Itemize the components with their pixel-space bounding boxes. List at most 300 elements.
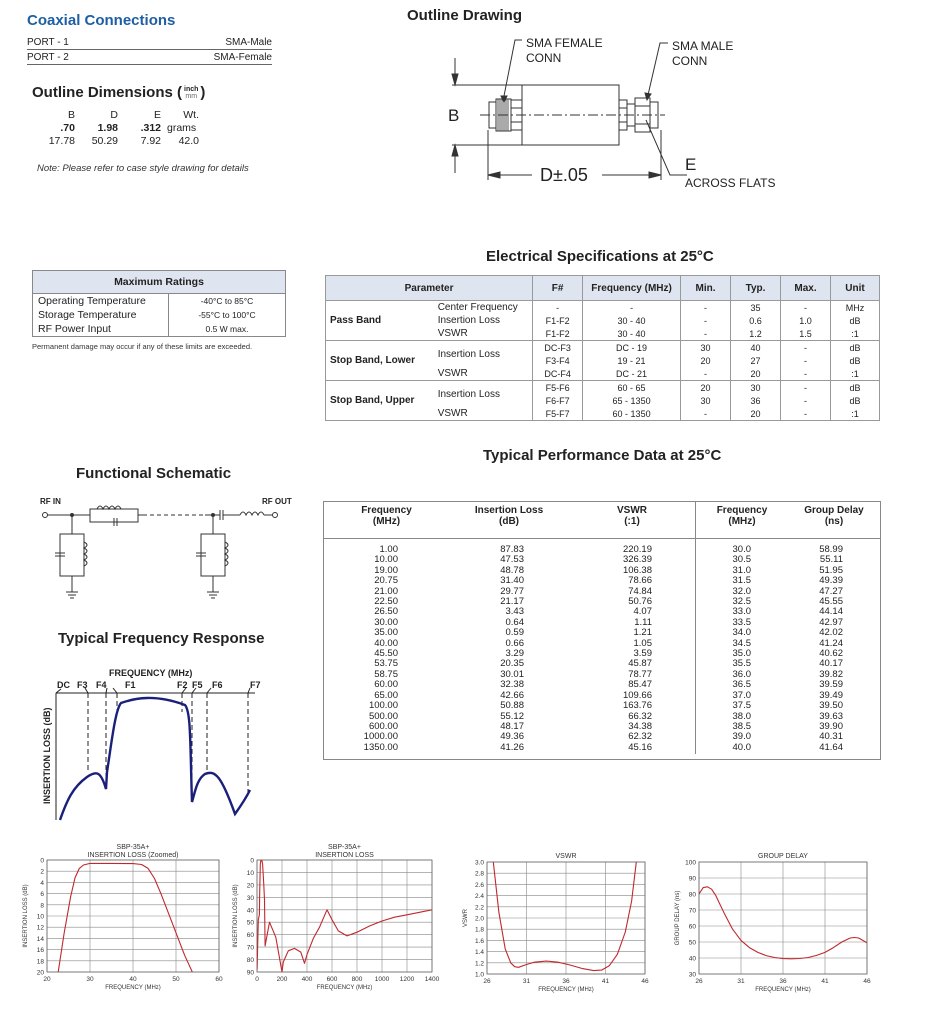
perf-cell: 42.02: [819, 627, 843, 639]
perf-cell: 34.0: [732, 627, 751, 639]
spec-cell: -: [583, 301, 681, 315]
perf-cell: 36.5: [732, 679, 751, 691]
perf-cell: 55.11: [819, 554, 843, 566]
perf-cell: 48.17: [500, 720, 524, 732]
outline-drawing: [440, 30, 800, 200]
port-type: SMA-Male: [225, 37, 272, 48]
spec-cell: 30 - 40: [583, 314, 681, 327]
spec-header: F#: [533, 276, 583, 301]
spec-cell: 0.6: [731, 314, 781, 327]
perf-header-unit: (MHz): [728, 516, 756, 527]
perf-cell: 48.78: [500, 564, 524, 576]
y-tick-label: 8: [40, 902, 44, 910]
perf-cell: 31.40: [500, 575, 524, 587]
y-tick-label: 50: [688, 939, 696, 947]
y-tick-label: 0: [250, 857, 254, 865]
perf-cell: 40.17: [819, 658, 843, 670]
x-tick-label: 800: [351, 976, 363, 983]
x-axis-label: FREQUENCY (MHz): [105, 985, 161, 991]
x-tick-label: 60: [215, 976, 223, 983]
spec-header: Frequency (MHz): [583, 276, 681, 301]
spec-cell: 20: [681, 381, 731, 395]
spec-cell: 19 - 21: [583, 354, 681, 367]
perf-cell: 37.5: [732, 700, 751, 712]
dim-header: Wt.: [183, 109, 199, 121]
spec-cell: dB: [830, 341, 879, 355]
y-tick-label: 1.2: [474, 960, 484, 968]
perf-table: [323, 501, 881, 760]
x-tick-label: 31: [737, 978, 745, 985]
perf-cell: 35.0: [732, 648, 751, 660]
y-tick-label: 3.0: [474, 859, 484, 867]
y-tick-label: 1.0: [474, 971, 484, 979]
spec-cell: -: [781, 367, 831, 381]
perf-cell: 1.05: [633, 637, 652, 649]
freq-response-title: Typical Frequency Response: [58, 630, 265, 647]
spec-cell: 20: [681, 354, 731, 367]
perf-cell: 38.0: [732, 710, 751, 722]
perf-cell: 4.07: [633, 606, 652, 618]
chart-title: SBP-35A+: [116, 844, 150, 851]
y-tick-label: 10: [246, 869, 254, 877]
dim-mm: 17.78: [48, 135, 75, 147]
perf-cell: 66.32: [628, 710, 652, 722]
functional-schematic: [35, 492, 305, 607]
spec-cell: DC-F3: [533, 341, 583, 355]
y-tick-label: 80: [688, 891, 696, 899]
perf-header-gd: [788, 502, 880, 538]
spec-param: VSWR: [437, 408, 468, 419]
y-tick-label: 20: [246, 882, 254, 890]
perf-cell: 33.5: [732, 616, 751, 628]
spec-header: Max.: [781, 276, 831, 301]
perf-cell: 31.5: [732, 575, 751, 587]
spec-cell: F5-F7: [533, 407, 583, 421]
y-tick-label: 30: [688, 971, 696, 979]
spec-cell: -: [781, 407, 831, 421]
perf-cell: 47.27: [819, 585, 843, 597]
freq-response-diagram: [35, 662, 275, 822]
spec-cell: 30: [681, 394, 731, 407]
perf-cell: 20.35: [500, 658, 524, 670]
x-tick-label: 46: [863, 978, 871, 985]
chart-title: GROUP DELAY: [758, 853, 808, 860]
marker-f6: F6: [212, 680, 223, 690]
spec-row: [326, 381, 880, 395]
spec-cell: :1: [830, 327, 879, 341]
spec-cell: 1.2: [731, 327, 781, 341]
perf-cell: 35.00: [374, 627, 398, 639]
y-tick-label: 12: [36, 924, 44, 932]
perf-cell: 1.00: [379, 544, 398, 555]
perf-cell: 39.82: [819, 668, 843, 680]
spec-header: Parameter: [326, 276, 533, 301]
perf-cell: 39.63: [819, 710, 843, 722]
freq-axis-label: FREQUENCY (MHz): [109, 668, 193, 678]
spec-cell: -: [781, 301, 831, 315]
x-tick-label: 1200: [399, 976, 415, 983]
x-tick-label: 36: [779, 978, 787, 985]
perf-cell: 26.50: [374, 606, 398, 618]
x-tick-label: 400: [301, 976, 313, 983]
chart-subtitle: INSERTION LOSS: [315, 852, 374, 859]
perf-cell: 85.47: [628, 679, 652, 691]
schematic-title: Functional Schematic: [76, 465, 232, 482]
perf-cell: 37.0: [732, 689, 751, 701]
rating-param: Storage Temperature: [33, 308, 169, 322]
x-tick-label: 1000: [374, 976, 390, 983]
y-tick-label: 6: [40, 891, 44, 899]
series-line: [257, 861, 432, 972]
perf-cell: 47.53: [500, 554, 524, 566]
spec-header: Unit: [830, 276, 879, 301]
perf-cell: 41.64: [819, 741, 843, 753]
perf-col-vswr: [524, 545, 652, 754]
spec-header-row: [326, 276, 880, 301]
dimensions-title: [32, 84, 205, 101]
x-tick-label: 26: [483, 978, 491, 985]
spec-cell: -: [681, 301, 731, 315]
x-tick-label: 0: [255, 976, 259, 983]
perf-cell: 100.00: [368, 700, 398, 712]
y-axis-label: GROUP DELAY (ns): [675, 890, 681, 946]
spec-cell: 27: [731, 354, 781, 367]
spec-cell: -: [533, 301, 583, 315]
perf-cell: 30.5: [732, 554, 751, 566]
spec-cell: 30: [731, 381, 781, 395]
perf-cell: 40.62: [819, 648, 843, 660]
perf-cell: 0.66: [505, 637, 524, 649]
spec-cell: 36: [731, 394, 781, 407]
spec-header: Min.: [681, 276, 731, 301]
chart-group-delay: [665, 842, 880, 1002]
y-tick-label: 90: [688, 875, 696, 883]
dim-mm: 7.92: [140, 135, 161, 147]
dim-mm: 50.29: [91, 135, 118, 147]
y-tick-label: 2.8: [474, 870, 484, 878]
il-axis-label: INSERTION LOSS (dB): [42, 707, 52, 804]
perf-cell: 39.0: [732, 731, 751, 743]
perf-divider: [652, 539, 696, 754]
y-tick-label: 2.2: [474, 904, 484, 912]
perf-cell: 42.97: [819, 616, 843, 628]
y-tick-label: 30: [246, 894, 254, 902]
dim-header: E: [153, 109, 161, 121]
spec-cell: F5-F6: [533, 381, 583, 395]
perf-cell: 41.26: [500, 741, 524, 753]
spec-cell: 65 - 1350: [583, 394, 681, 407]
marker-f2: F2: [177, 680, 188, 690]
perf-cell: 20.75: [374, 575, 398, 587]
perf-cell: 109.66: [622, 689, 652, 701]
y-tick-label: 0: [40, 857, 44, 865]
perf-header-text: Frequency: [361, 505, 412, 516]
spec-cell: dB: [830, 314, 879, 327]
perf-cell: 39.49: [819, 689, 843, 701]
perf-header-text: Frequency: [716, 505, 768, 516]
rf-in-label: RF IN: [40, 497, 61, 506]
chart-il-wide: [230, 842, 445, 1002]
perf-header-row: [324, 502, 880, 539]
spec-cell: dB: [830, 354, 879, 367]
spec-param: Insertion Loss: [436, 381, 533, 408]
perf-cell: 29.77: [500, 585, 524, 597]
x-tick-label: 31: [522, 978, 531, 985]
coax-row: [27, 50, 272, 65]
perf-header-unit: (:1): [624, 516, 640, 527]
spec-cell: 1.5: [781, 327, 831, 341]
perf-cell: 30.01: [500, 668, 524, 680]
spec-param: Center Frequency: [436, 301, 533, 315]
x-tick-label: 200: [276, 976, 288, 983]
x-tick-label: 50: [172, 976, 180, 983]
y-tick-label: 2.6: [474, 881, 484, 889]
spec-cell: 60 - 1350: [583, 407, 681, 421]
marker-f7: F7: [250, 680, 261, 690]
spec-cell: -: [781, 354, 831, 367]
y-tick-label: 20: [36, 969, 44, 977]
y-tick-label: 2.4: [474, 893, 484, 901]
y-tick-label: 50: [246, 919, 254, 927]
elec-spec-title: Electrical Specifications at 25°C: [486, 248, 714, 265]
x-tick-label: 40: [129, 976, 137, 983]
perf-cell: 32.5: [732, 596, 751, 608]
perf-col-gd: [751, 545, 843, 754]
max-ratings-title: Maximum Ratings: [33, 271, 285, 294]
x-axis-label: FREQUENCY (MHz): [316, 985, 373, 991]
perf-cell: 65.00: [374, 689, 398, 701]
perf-cell: 19.00: [374, 564, 398, 576]
label-b: B: [448, 106, 460, 125]
spec-cell: 30 - 40: [583, 327, 681, 341]
perf-cell: 30.00: [374, 616, 398, 628]
perf-cell: 87.83: [500, 544, 524, 555]
perf-cell: 3.29: [505, 648, 524, 660]
perf-header-il: [449, 502, 569, 538]
chart-title: SBP-35A+: [328, 844, 361, 851]
label-across-flats: ACROSS FLATS: [685, 176, 776, 190]
perf-cell: 220.19: [622, 544, 652, 555]
y-tick-label: 10: [36, 913, 44, 921]
perf-header-gd-freq: [696, 502, 788, 538]
spec-cell: :1: [830, 367, 879, 381]
perf-header-unit: (ns): [824, 516, 844, 527]
perf-cell: 39.50: [819, 700, 843, 712]
spec-group: Stop Band, Upper: [326, 381, 436, 421]
spec-cell: -: [781, 394, 831, 407]
perf-cell: 22.50: [374, 596, 398, 608]
perf-cell: 3.59: [633, 648, 652, 660]
perf-cell: 1350.00: [363, 741, 398, 753]
perf-cell: 0.64: [505, 616, 524, 628]
y-tick-label: 80: [246, 957, 254, 965]
series-line: [58, 863, 192, 972]
perf-cell: 1.21: [633, 627, 652, 639]
spec-cell: -: [681, 327, 731, 341]
perf-col-gd-freq: [696, 545, 751, 754]
spec-cell: F1-F2: [533, 314, 583, 327]
x-tick-label: 46: [641, 978, 649, 985]
spec-cell: DC - 21: [583, 367, 681, 381]
label-d: D±.05: [540, 165, 588, 185]
outline-drawing-title: Outline Drawing: [407, 7, 523, 24]
marker-f1: F1: [125, 680, 136, 690]
plot-frame: [257, 860, 432, 972]
marker-dc: DC: [57, 680, 70, 690]
spec-cell: -: [781, 381, 831, 395]
perf-header-unit: (MHz): [372, 516, 401, 527]
port-label: PORT - 2: [27, 52, 69, 63]
rf-out-label: RF OUT: [262, 497, 292, 506]
perf-cell: 55.12: [500, 710, 524, 722]
spec-cell: 20: [731, 407, 781, 421]
perf-cell: 39.90: [819, 720, 843, 732]
perf-cell: 21.00: [374, 585, 398, 597]
series-line: [493, 862, 636, 971]
perf-cell: 58.99: [819, 544, 843, 555]
port-label: PORT - 1: [27, 37, 69, 48]
y-tick-label: 4: [40, 879, 44, 887]
perf-header-unit: (dB): [499, 516, 519, 527]
port-type: SMA-Female: [213, 52, 272, 63]
rating-param: RF Power Input: [33, 322, 169, 336]
spec-cell: :1: [830, 407, 879, 421]
perf-cell: 44.14: [819, 606, 843, 618]
perf-cell: 106.38: [622, 564, 652, 576]
spec-cell: DC - 19: [583, 341, 681, 355]
dim-header: D: [110, 109, 118, 121]
perf-cell: 51.95: [819, 564, 843, 576]
perf-cell: 49.36: [500, 731, 524, 743]
elec-spec-table: [325, 275, 880, 421]
y-tick-label: 100: [685, 859, 696, 867]
spec-row: [326, 341, 880, 355]
perf-cell: 40.0: [732, 741, 751, 753]
perf-cell: 39.59: [819, 679, 843, 691]
perf-cell: 10.00: [374, 554, 398, 566]
x-tick-label: 30: [86, 976, 94, 983]
x-tick-label: 41: [821, 978, 829, 985]
perf-cell: 78.77: [628, 668, 652, 680]
spec-cell: F1-F2: [533, 327, 583, 341]
y-tick-label: 2.0: [474, 915, 484, 923]
spec-cell: DC-F4: [533, 367, 583, 381]
perf-cell: 34.38: [628, 720, 652, 732]
perf-cell: 45.55: [819, 596, 843, 608]
perf-header-text: Group Delay: [804, 505, 864, 516]
dimensions-title-text: Outline Dimensions (: [32, 84, 183, 101]
perf-header-vswr: [569, 502, 696, 538]
y-axis-label: INSERTION LOSS (dB): [233, 884, 239, 948]
spec-cell: -: [681, 367, 731, 381]
perf-cell: 40.00: [374, 637, 398, 649]
y-tick-label: 60: [246, 932, 254, 940]
chart-il-zoomed: [20, 842, 235, 1002]
perf-cell: 62.32: [628, 731, 652, 743]
x-tick-label: 41: [601, 978, 610, 985]
spec-cell: dB: [830, 394, 879, 407]
perf-cell: 58.75: [374, 668, 398, 680]
perf-cell: 78.66: [628, 575, 652, 587]
x-tick-label: 20: [43, 976, 51, 983]
perf-cell: 35.5: [732, 658, 751, 670]
spec-param: Insertion Loss: [436, 341, 533, 368]
dim-header: B: [67, 109, 75, 121]
unit-inch: inch: [184, 85, 199, 93]
perf-cell: 40.31: [819, 731, 843, 743]
spec-cell: 35: [731, 301, 781, 315]
spec-group: Stop Band, Lower: [326, 341, 436, 381]
x-axis-label: FREQUENCY (MHz): [755, 987, 811, 993]
perf-cell: 50.88: [500, 700, 524, 712]
perf-cell: 600.00: [368, 720, 398, 732]
y-tick-label: 18: [36, 958, 44, 966]
perf-cell: 31.0: [732, 564, 751, 576]
spec-cell: F3-F4: [533, 354, 583, 367]
y-tick-label: 1.6: [474, 937, 484, 945]
y-tick-label: 70: [688, 907, 696, 915]
spec-row: [326, 301, 880, 315]
spec-cell: dB: [830, 381, 879, 395]
spec-cell: 1.0: [781, 314, 831, 327]
max-ratings-body: [33, 294, 285, 336]
dimensions-grid: [45, 109, 199, 147]
perf-cell: 36.0: [732, 668, 751, 680]
max-ratings-note: Permanent damage may occur if any of these limits are exceeded.: [32, 342, 253, 351]
perf-cell: 163.76: [622, 700, 652, 712]
spec-header: Typ.: [731, 276, 781, 301]
perf-cell: 500.00: [368, 710, 398, 722]
y-tick-label: 14: [36, 935, 44, 943]
y-tick-label: 40: [688, 955, 696, 963]
chart-title: VSWR: [555, 853, 577, 860]
dimensions-note: Note: Please refer to case style drawing for details: [37, 163, 249, 174]
perf-cell: 1000.00: [363, 731, 398, 743]
y-tick-label: 2: [40, 868, 44, 876]
spec-cell: 20: [731, 367, 781, 381]
perf-cell: 32.0: [732, 585, 751, 597]
label-female-conn: CONN: [526, 51, 562, 65]
perf-body: [324, 539, 880, 754]
x-tick-label: 1400: [424, 976, 440, 983]
perf-cell: 0.59: [505, 627, 524, 639]
y-axis-label: INSERTION LOSS (dB): [23, 884, 29, 948]
perf-cell: 33.0: [732, 606, 751, 618]
dim-mm: 42.0: [178, 135, 199, 147]
perf-cell: 30.0: [732, 544, 751, 555]
x-tick-label: 36: [562, 978, 570, 985]
label-sma-female: SMA FEMALE: [526, 36, 603, 50]
dimensions-title-close: ): [200, 84, 206, 101]
chart-vswr: [455, 842, 665, 1002]
perf-cell: 41.24: [819, 637, 843, 649]
rating-value: -40°C to 85°C: [200, 296, 254, 306]
spec-param: Insertion Loss: [437, 315, 500, 326]
x-axis-label: FREQUENCY (MHz): [538, 987, 594, 993]
chart-subtitle: INSERTION LOSS (Zoomed): [87, 852, 179, 859]
spec-group: Pass Band: [326, 301, 436, 341]
y-axis-label: VSWR: [463, 909, 469, 927]
y-tick-label: 1.4: [474, 949, 484, 957]
y-tick-label: 1.8: [474, 926, 484, 934]
spec-cell: -: [681, 314, 731, 327]
perf-cell: 326.39: [622, 554, 652, 566]
marker-f3: F3: [77, 680, 88, 690]
unit-fraction: [184, 86, 198, 100]
perf-cell: 34.5: [732, 637, 751, 649]
y-tick-label: 70: [246, 944, 254, 952]
rating-value: -55°C to 100°C: [198, 310, 256, 320]
